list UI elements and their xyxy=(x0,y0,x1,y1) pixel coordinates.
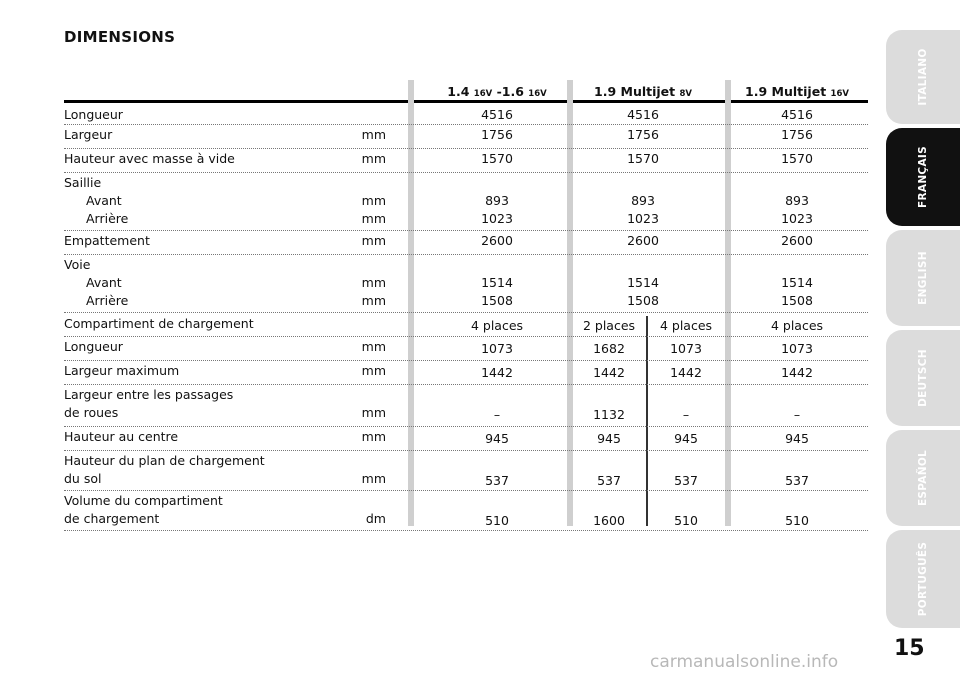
row-label: Largeur entre les passages xyxy=(64,387,234,402)
seat-config: 4 places xyxy=(659,318,713,333)
cell-value: 893 xyxy=(485,193,509,208)
column-header-sub: 16V xyxy=(473,89,493,99)
row-unit: mm xyxy=(361,363,386,378)
cell-value: 945 xyxy=(597,431,621,446)
cell-value: 1570 xyxy=(627,151,659,166)
cell-value: 1442 xyxy=(481,365,513,380)
cell-value: 537 xyxy=(597,473,621,488)
row-label: Voie xyxy=(64,257,91,272)
language-tab-4[interactable] xyxy=(886,330,960,426)
row-label: de roues xyxy=(64,405,119,420)
language-tab-2[interactable] xyxy=(886,128,960,226)
cell-value: 2600 xyxy=(481,233,513,248)
column-header-sub: 16V xyxy=(830,89,849,99)
row-unit: dm xyxy=(365,511,386,526)
cell-value: 510 xyxy=(785,513,809,528)
cell-value: 893 xyxy=(631,193,655,208)
cell-value: 1682 xyxy=(593,341,625,356)
row-label: Largeur xyxy=(64,127,113,142)
cell-value: 1756 xyxy=(781,127,813,142)
cell-value: 1514 xyxy=(627,275,659,290)
row-sublabel: Avant xyxy=(86,275,122,290)
cell-value: – xyxy=(682,407,690,422)
row-unit: mm xyxy=(361,471,386,486)
row-label: du sol xyxy=(64,471,102,486)
column-header-label: 1.9 Multijet xyxy=(594,84,680,99)
language-tab-5[interactable] xyxy=(886,430,960,526)
watermark: carmanualsonline.info xyxy=(650,652,839,672)
row-unit: mm xyxy=(361,211,386,226)
page-number: 15 xyxy=(894,636,925,661)
cell-value: 1023 xyxy=(627,211,659,226)
column-header-sub: 16V xyxy=(528,89,547,99)
cell-value: 1023 xyxy=(481,211,513,226)
table-row xyxy=(64,426,868,451)
table-row xyxy=(64,336,868,361)
cell-value: 1514 xyxy=(781,275,813,290)
section-label: Compartiment de chargement xyxy=(64,316,254,331)
row-label: Hauteur au centre xyxy=(64,429,179,444)
cell-value: 537 xyxy=(674,473,698,488)
row-unit: mm xyxy=(361,233,386,248)
seat-config: 4 places xyxy=(470,318,524,333)
cell-value: 1023 xyxy=(781,211,813,226)
row-unit: mm xyxy=(361,339,386,354)
column-header-label: 1.9 Multijet xyxy=(745,84,831,99)
row-sublabel: Arrière xyxy=(86,211,129,226)
cell-value: 1514 xyxy=(481,275,513,290)
seat-config: 4 places xyxy=(770,318,824,333)
column-header-sub: 8V xyxy=(679,89,692,99)
seat-config: 2 places xyxy=(582,318,636,333)
cell-value: 945 xyxy=(785,431,809,446)
cell-value: 1756 xyxy=(481,127,513,142)
cell-value: – xyxy=(793,407,801,422)
cell-value: 537 xyxy=(785,473,809,488)
row-sublabel: Avant xyxy=(86,193,122,208)
cell-value: 510 xyxy=(485,513,509,528)
row-label: de chargement xyxy=(64,511,160,526)
column-header xyxy=(447,84,546,99)
row-sublabel: Arrière xyxy=(86,293,129,308)
language-tab-3[interactable] xyxy=(886,230,960,326)
row-label: Hauteur avec masse à vide xyxy=(64,151,235,166)
table-row xyxy=(64,104,868,125)
table-row xyxy=(64,124,868,149)
column-header-mid: -1.6 xyxy=(492,84,529,99)
row-unit: mm xyxy=(361,429,386,444)
row-unit: mm xyxy=(361,193,386,208)
row-label: Volume du compartiment xyxy=(64,493,223,508)
cell-value: 510 xyxy=(674,513,698,528)
row-unit: mm xyxy=(361,127,386,142)
cell-value: 945 xyxy=(674,431,698,446)
cell-value: 945 xyxy=(485,431,509,446)
row-unit: mm xyxy=(361,151,386,166)
row-label: Longueur xyxy=(64,339,123,354)
cell-value: 4516 xyxy=(627,107,659,122)
cell-value: 4516 xyxy=(481,107,513,122)
cell-value: – xyxy=(493,407,501,422)
table-row xyxy=(64,360,868,385)
cell-value: 893 xyxy=(785,193,809,208)
row-unit: mm xyxy=(361,293,386,308)
cell-value: 1508 xyxy=(481,293,513,308)
language-tab-label: ITALIANO xyxy=(917,48,929,106)
row-label: Saillie xyxy=(64,175,102,190)
cell-value: 1073 xyxy=(481,341,513,356)
row-unit: mm xyxy=(361,275,386,290)
column-header xyxy=(745,84,849,99)
cell-value: 1132 xyxy=(593,407,625,422)
table-row xyxy=(64,254,868,313)
cell-value: 537 xyxy=(485,473,509,488)
cell-value: 1600 xyxy=(593,513,625,528)
cell-value: 1570 xyxy=(781,151,813,166)
cell-value: 1442 xyxy=(593,365,625,380)
row-label: Largeur maximum xyxy=(64,363,180,378)
cell-value: 1073 xyxy=(670,341,702,356)
page-title: DIMENSIONS xyxy=(64,28,176,46)
language-tab-label: PORTUGUÊS xyxy=(917,541,929,617)
language-tab-label: FRANÇAIS xyxy=(917,146,929,208)
cell-value: 2600 xyxy=(627,233,659,248)
header-rule xyxy=(64,100,868,103)
language-tab-label: DEUTSCH xyxy=(917,349,929,407)
row-label: Hauteur du plan de chargement xyxy=(64,453,265,468)
table-row xyxy=(64,172,868,231)
cell-value: 1073 xyxy=(781,341,813,356)
cell-value: 4516 xyxy=(781,107,813,122)
column-header xyxy=(594,84,692,99)
language-tab-label: ENGLISH xyxy=(917,251,929,305)
cell-value: 1442 xyxy=(781,365,813,380)
column-header-label: 1.4 xyxy=(447,84,474,99)
row-label: Empattement xyxy=(64,233,150,248)
cell-value: 1508 xyxy=(781,293,813,308)
row-label: Longueur xyxy=(64,107,123,122)
language-tab-1[interactable] xyxy=(886,30,960,124)
cell-value: 1756 xyxy=(627,127,659,142)
table-row xyxy=(64,230,868,255)
row-unit: mm xyxy=(361,405,386,420)
cell-value: 1442 xyxy=(670,365,702,380)
cell-value: 1508 xyxy=(627,293,659,308)
cell-value: 2600 xyxy=(781,233,813,248)
language-tab-label: ESPAÑOL xyxy=(917,449,929,507)
cell-value: 1570 xyxy=(481,151,513,166)
language-tab-6[interactable] xyxy=(886,530,960,628)
